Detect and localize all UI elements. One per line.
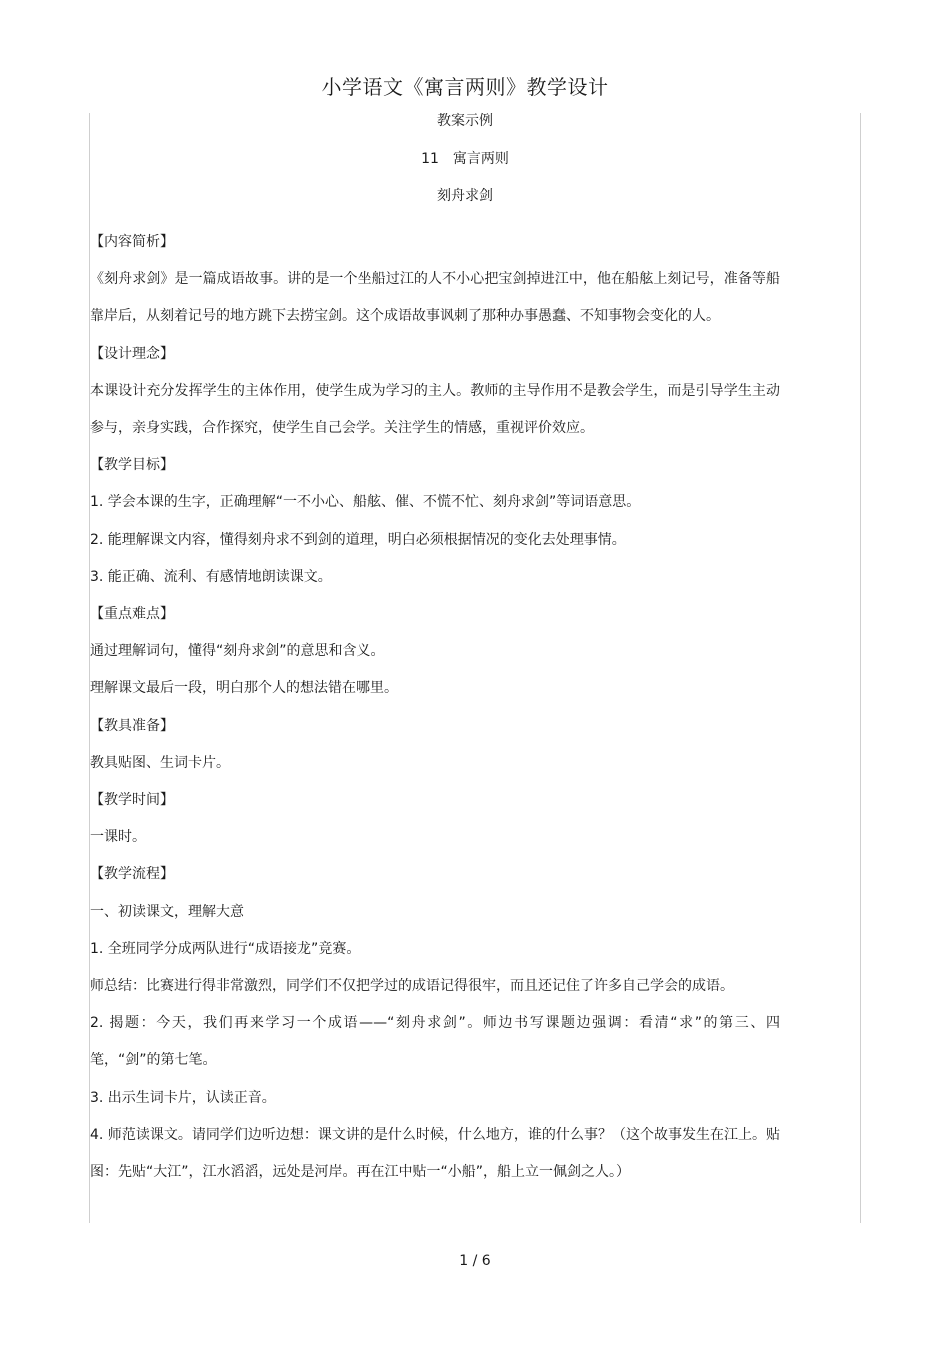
lesson-heading: 11 寓言两则 [421, 151, 509, 167]
section-heading: 【内容简析】 [90, 234, 174, 250]
paragraph: 教具贴图、生词卡片。 [90, 754, 230, 771]
paragraph: 一课时。 [90, 829, 146, 846]
right-margin-rule [860, 113, 861, 1223]
section-heading: 【教学目标】 [90, 457, 174, 474]
section-heading: 【设计理念】 [90, 345, 174, 362]
list-item: 1. 全班同学分成两队进行“成语接龙”竞赛。 [90, 940, 361, 957]
document-title: 小学语文《寓言两则》教学设计 [321, 75, 609, 99]
list-item: 1. 学会本课的生字，正确理解“一不小心、船舷、催、不慌不忙、刻舟求剑”等词语意思。 [90, 494, 641, 511]
paragraph: 《刻舟求剑》是一篇成语故事。讲的是一个坐船过江的人不小心把宝剑掉进江中，他在船舷上刻记号，准备等船靠岸后，从刻着记号的地方跳下去捞宝剑。这个成语故事讽刺了那种办事愚蠢、不知事物会变化的人。 [90, 271, 780, 325]
section-heading: 【重点难点】 [90, 606, 174, 623]
list-item: 3. 出示生词卡片，认读正音。 [90, 1089, 276, 1106]
list-item: 2. 能理解课文内容，懂得刻舟求不到剑的道理，明白必须根据情况的变化去处理事情。 [90, 531, 626, 548]
list-item: 3. 能正确、流利、有感情地朗读课文。 [90, 568, 332, 585]
list-item: 4. 师范读课文。请同学们边听边想：课文讲的是什么时候，什么地方，谁的什么事？（这个故事发生在江上。贴图：先贴“大江”，江水滔滔，远处是河岸。再在江中贴一“小船”，船上立一佩剑之人。） [90, 1126, 780, 1181]
paragraph: 理解课文最后一段，明白那个人的想法错在哪里。 [90, 680, 398, 697]
subheading: 一、初读课文，理解大意 [90, 903, 244, 920]
paragraph: 通过理解词句，懂得“刻舟求剑”的意思和含义。 [90, 643, 385, 660]
section-heading: 【教学时间】 [90, 792, 174, 809]
paragraph: 师总结：比赛进行得非常激烈，同学们不仅把学过的成语记得很牢，而且还记住了许多自己学会的成语。 [90, 978, 734, 995]
section-heading: 【教学流程】 [90, 866, 174, 883]
list-item: 2. 揭题：今天，我们再来学习一个成语——“刻舟求剑”。师边书写课题边强调：看清“求”的第三、四笔，“剑”的第七笔。 [90, 1015, 780, 1069]
section-heading: 【教具准备】 [90, 717, 174, 734]
subtitle: 教案示例 [437, 113, 493, 129]
document-body [90, 224, 780, 1191]
paragraph: 本课设计充分发挥学生的主体作用，使学生成为学习的主人。教师的主导作用不是教会学生，而是引导学生主动参与，亲身实践，合作探究，使学生自己会学。关注学生的情感，重视评价效应。 [90, 382, 780, 437]
page-indicator: 1 / 6 [459, 1253, 491, 1269]
story-title: 刻舟求剑 [437, 188, 493, 204]
